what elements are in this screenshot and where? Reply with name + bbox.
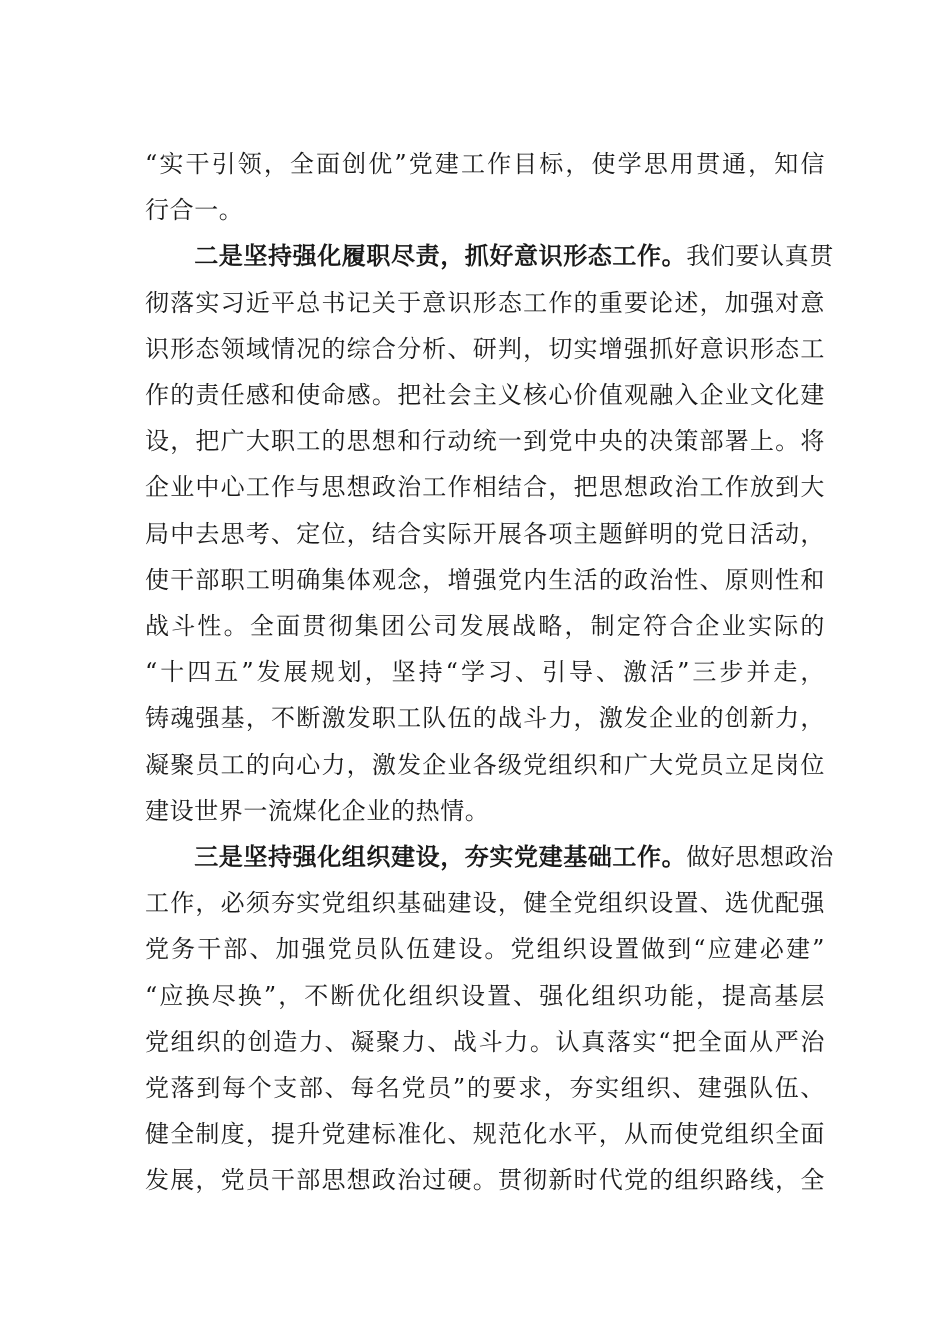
text-line: 党组织的创造力、凝聚力、战斗力。认真落实“把全面从严治 xyxy=(145,1027,825,1056)
text-line: 使干部职工明确集体观念，增强党内生活的政治性、原则性和 xyxy=(145,565,825,594)
text-line: 行合一。 xyxy=(145,196,244,225)
text-line xyxy=(145,233,834,279)
paragraph-lead: 三是坚持强化组织建设，夯实党建基础工作。 xyxy=(194,842,687,872)
paragraph-1 xyxy=(145,141,825,233)
text-line: 局中去思考、定位，结合实际开展各项主题鲜明的党日活动， xyxy=(145,519,825,548)
text-line xyxy=(145,834,834,880)
text-line: 健全制度，提升党建标准化、规范化水平，从而使党组织全面 xyxy=(145,1120,825,1149)
text-line: 党务干部、加强党员队伍建设。党组织设置做到“应建必建” xyxy=(145,935,825,964)
text-line: 战斗性。全面贯彻集团公司发展战略，制定符合企业实际的 xyxy=(145,612,825,641)
text-line: 党落到每个支部、每名党员”的要求，夯实组织、建强队伍、 xyxy=(145,1074,825,1103)
paragraph-3 xyxy=(145,834,834,1204)
text-line: 发展，党员干部思想政治过硬。贯彻新时代党的组织路线，全 xyxy=(145,1166,825,1195)
text-line: “十四五”发展规划，坚持“学习、引导、激活”三步并走， xyxy=(145,658,825,687)
text-line: “实干引领，全面创优”党建工作目标，使学思用贯通，知信 xyxy=(145,150,825,178)
text-fragment: 做好思想政治 xyxy=(686,843,834,872)
text-line: 作的责任感和使命感。把社会主义核心价值观融入企业文化建 xyxy=(145,381,825,410)
text-line: 彻落实习近平总书记关于意识形态工作的重要论述，加强对意 xyxy=(145,288,825,317)
paragraph-lead: 二是坚持强化履职尽责，抓好意识形态工作。 xyxy=(194,241,687,271)
text-line: “应换尽换”，不断优化组织设置、强化组织功能，提高基层 xyxy=(145,981,825,1010)
text-line: 企业中心工作与思想政治工作相结合，把思想政治工作放到大 xyxy=(145,473,825,502)
text-line: 凝聚员工的向心力，激发企业各级党组织和广大党员立足岗位 xyxy=(145,750,825,779)
text-line: 设，把广大职工的思想和行动统一到党中央的决策部署上。将 xyxy=(145,427,825,456)
text-line: 工作，必须夯实党组织基础建设，健全党组织设置、选优配强 xyxy=(145,889,825,918)
text-line: 铸魂强基，不断激发职工队伍的战斗力，激发企业的创新力， xyxy=(145,704,825,733)
text-line: 识形态领域情况的综合分析、研判，切实增强抓好意识形态工 xyxy=(145,334,825,363)
text-fragment: 我们要认真贯 xyxy=(686,242,834,271)
text-line: 建设世界一流煤化企业的热情。 xyxy=(145,796,490,825)
document-body xyxy=(145,141,834,1204)
paragraph-2 xyxy=(145,233,834,834)
